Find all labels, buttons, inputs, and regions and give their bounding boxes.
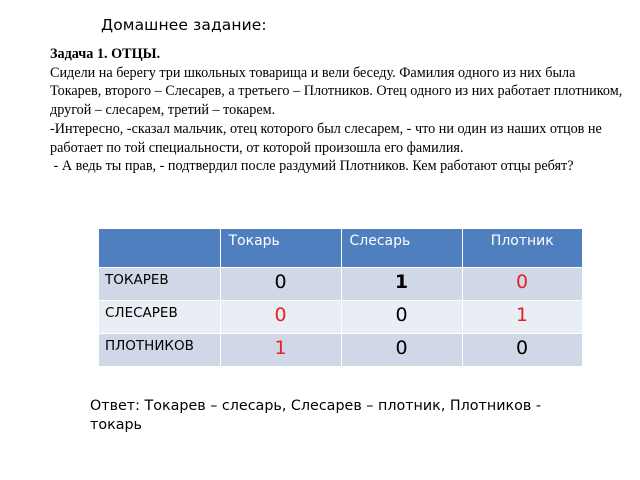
cell-value: 0 bbox=[462, 267, 582, 300]
header-corner bbox=[99, 229, 220, 267]
task-text bbox=[50, 45, 625, 176]
cell-value: 1 bbox=[341, 267, 462, 300]
table-row bbox=[99, 267, 582, 300]
task-paragraph-1: Сидели на берегу три школьных товарища и вели беседу. Фамилия одного из них была Токарев, второго – Слесарев, а третьего – Плотников. Отец одного из них работает плотником, другой – слесарем, третий – токарем. bbox=[50, 64, 623, 119]
cell-value: 0 bbox=[220, 267, 341, 300]
cell-value: 0 bbox=[462, 333, 582, 366]
row-label-plotnikov: ПЛОТНИКОВ bbox=[99, 333, 220, 366]
homework-heading: Домашнее задание: bbox=[101, 16, 267, 34]
answer-table bbox=[99, 229, 583, 366]
table-header-row bbox=[99, 229, 582, 267]
cell-value: 1 bbox=[462, 300, 582, 333]
task-paragraph-2: -Интересно, -сказал мальчик, отец которого был слесарем, - что ни один из наших отцов не работает по той специальности, от которой произошла его фамилия. bbox=[50, 120, 602, 156]
cell-value: 0 bbox=[341, 333, 462, 366]
row-label-tokarev: ТОКАРЕВ bbox=[99, 267, 220, 300]
cell-value: 0 bbox=[220, 300, 341, 333]
table-row bbox=[99, 333, 582, 366]
task-paragraph-3: - А ведь ты прав, - подтвердил после раздумий Плотников. Кем работают отцы ребят? bbox=[50, 158, 574, 175]
answer-text: Ответ: Токарев – слесарь, Слесарев – плотник, Плотников - токарь bbox=[90, 398, 542, 433]
header-tokar: Токарь bbox=[220, 229, 341, 267]
header-plotnik: Плотник bbox=[462, 229, 582, 267]
row-label-slesarev: СЛЕСАРЕВ bbox=[99, 300, 220, 333]
header-slesar: Слесарь bbox=[341, 229, 462, 267]
task-title: Задача 1. ОТЦЫ. bbox=[50, 46, 161, 62]
table-row bbox=[99, 300, 582, 333]
cell-value: 0 bbox=[341, 300, 462, 333]
cell-value: 1 bbox=[220, 333, 341, 366]
